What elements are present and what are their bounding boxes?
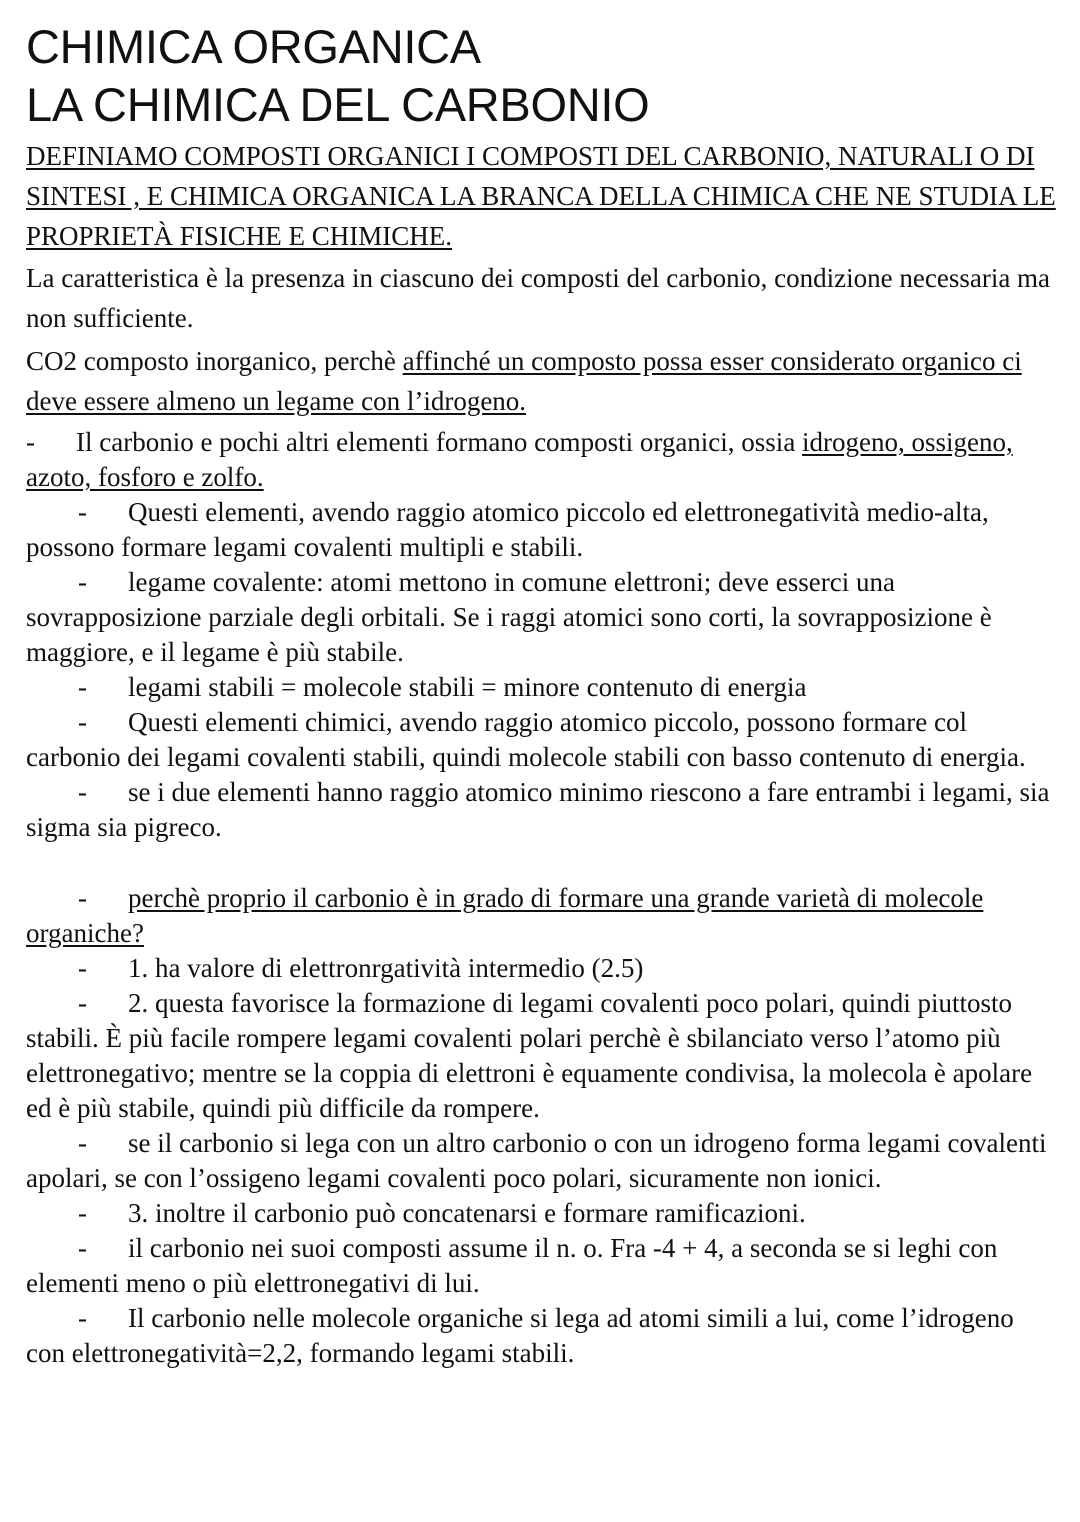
co2-paragraph	[26, 341, 1056, 421]
list-item	[26, 951, 1056, 986]
co2-text: CO2 composto inorganico, perchè	[26, 346, 403, 376]
bullet-dash: -	[78, 883, 87, 913]
list-item	[26, 1301, 1056, 1371]
list-item	[26, 986, 1056, 1126]
list-item-text: legami stabili = molecole stabili = minore contenuto di energia	[128, 672, 807, 702]
bullet-dash: -	[78, 1233, 87, 1263]
list-item-text: legame covalente: atomi mettono in comune elettroni; deve esserci una sovrapposizione parziale degli orbitali. Se i raggi atomici sono corti, la sovrapposizione è maggiore, e il legame è più stabile.	[26, 567, 992, 667]
elements-bullet	[26, 425, 1056, 495]
list-item-text: Questi elementi chimici, avendo raggio atomico piccolo, possono formare col carbonio dei legami covalenti stabili, quindi molecole stabili con basso contenuto di energia.	[26, 707, 1026, 772]
question-text: perchè proprio il carbonio è in grado di formare una grande varietà di molecole organiche?	[26, 883, 984, 948]
list-item-text: 1. ha valore di elettronrgatività intermedio (2.5)	[128, 953, 644, 983]
list-item-text: se il carbonio si lega con un altro carbonio o con un idrogeno forma legami covalenti apolari, se con l’ossigeno legami covalenti poco polari, sicuramente non ionici.	[26, 1128, 1047, 1193]
title-line-1: CHIMICA ORGANICA	[26, 20, 481, 73]
list-item	[26, 565, 1056, 670]
list-item	[26, 1126, 1056, 1196]
definition-paragraph: DEFINIAMO COMPOSTI ORGANICI I COMPOSTI DEL CARBONIO, NATURALI O DI SINTESI , E CHIMICA ORGANICA LA BRANCA DELLA CHIMICA CHE NE STUDIA LE PROPRIETÀ FISICHE E CHIMICHE.	[26, 141, 1056, 251]
list-item-text: Il carbonio nelle molecole organiche si lega ad atomi simili a lui, come l’idrogeno con elettronegatività=2,2, formando legami stabili.	[26, 1303, 1014, 1368]
list-item	[26, 1231, 1056, 1301]
bullet-dash: -	[78, 567, 87, 597]
bullet-dash: -	[78, 988, 87, 1018]
elements-underlined-text: idrogeno, ossigeno, azoto, fosforo e zolfo.	[26, 427, 1013, 492]
co2-underlined-text: affinché un composto possa esser considerato organico ci deve essere almeno un legame con l’idrogeno.	[26, 346, 1022, 416]
elements-text: Il carbonio e pochi altri elementi formano composti organici, ossia	[76, 427, 803, 457]
question-item	[26, 881, 1056, 951]
list-item	[26, 670, 1056, 705]
bullet-dash: -	[78, 1303, 87, 1333]
document-page	[26, 18, 1056, 1371]
list-item	[26, 775, 1056, 845]
bullet-dash: -	[78, 707, 87, 737]
list-item	[26, 1196, 1056, 1231]
bullet-dash: -	[78, 672, 87, 702]
list-item-text: Questi elementi, avendo raggio atomico piccolo ed elettronegatività medio-alta, possono formare legami covalenti multipli e stabili.	[26, 497, 989, 562]
list-item	[26, 495, 1056, 565]
bullet-dash: -	[78, 953, 87, 983]
list-item	[26, 705, 1056, 775]
list-item-text: se i due elementi hanno raggio atomico minimo riescono a fare entrambi i legami, sia sigma sia pigreco.	[26, 777, 1050, 842]
bullet-dash: -	[78, 497, 87, 527]
bullet-dash: -	[78, 1198, 87, 1228]
bullet-dash: -	[26, 427, 35, 457]
title-line-2: LA CHIMICA DEL CARBONIO	[26, 78, 650, 131]
bullet-dash: -	[78, 1128, 87, 1158]
spacer	[26, 845, 1056, 881]
intro-paragraph: La caratteristica è la presenza in ciascuno dei composti del carbonio, condizione necessaria ma non sufficiente.	[26, 263, 1051, 333]
bullet-dash: -	[78, 777, 87, 807]
list-item-text: 2. questa favorisce la formazione di legami covalenti poco polari, quindi piuttosto stabili. È più facile rompere legami covalenti polari perchè è sbilanciato verso l’atomo più elettronegativo; mentre se la coppia di elettroni è equamente condivisa, la molecola è apolare ed è più stabile, quindi più difficile da rompere.	[26, 988, 1033, 1123]
list-item-text: 3. inoltre il carbonio può concatenarsi e formare ramificazioni.	[128, 1198, 806, 1228]
list-item-text: il carbonio nei suoi composti assume il n. o. Fra -4 + 4, a seconda se si leghi con elementi meno o più elettronegativi di lui.	[26, 1233, 998, 1298]
